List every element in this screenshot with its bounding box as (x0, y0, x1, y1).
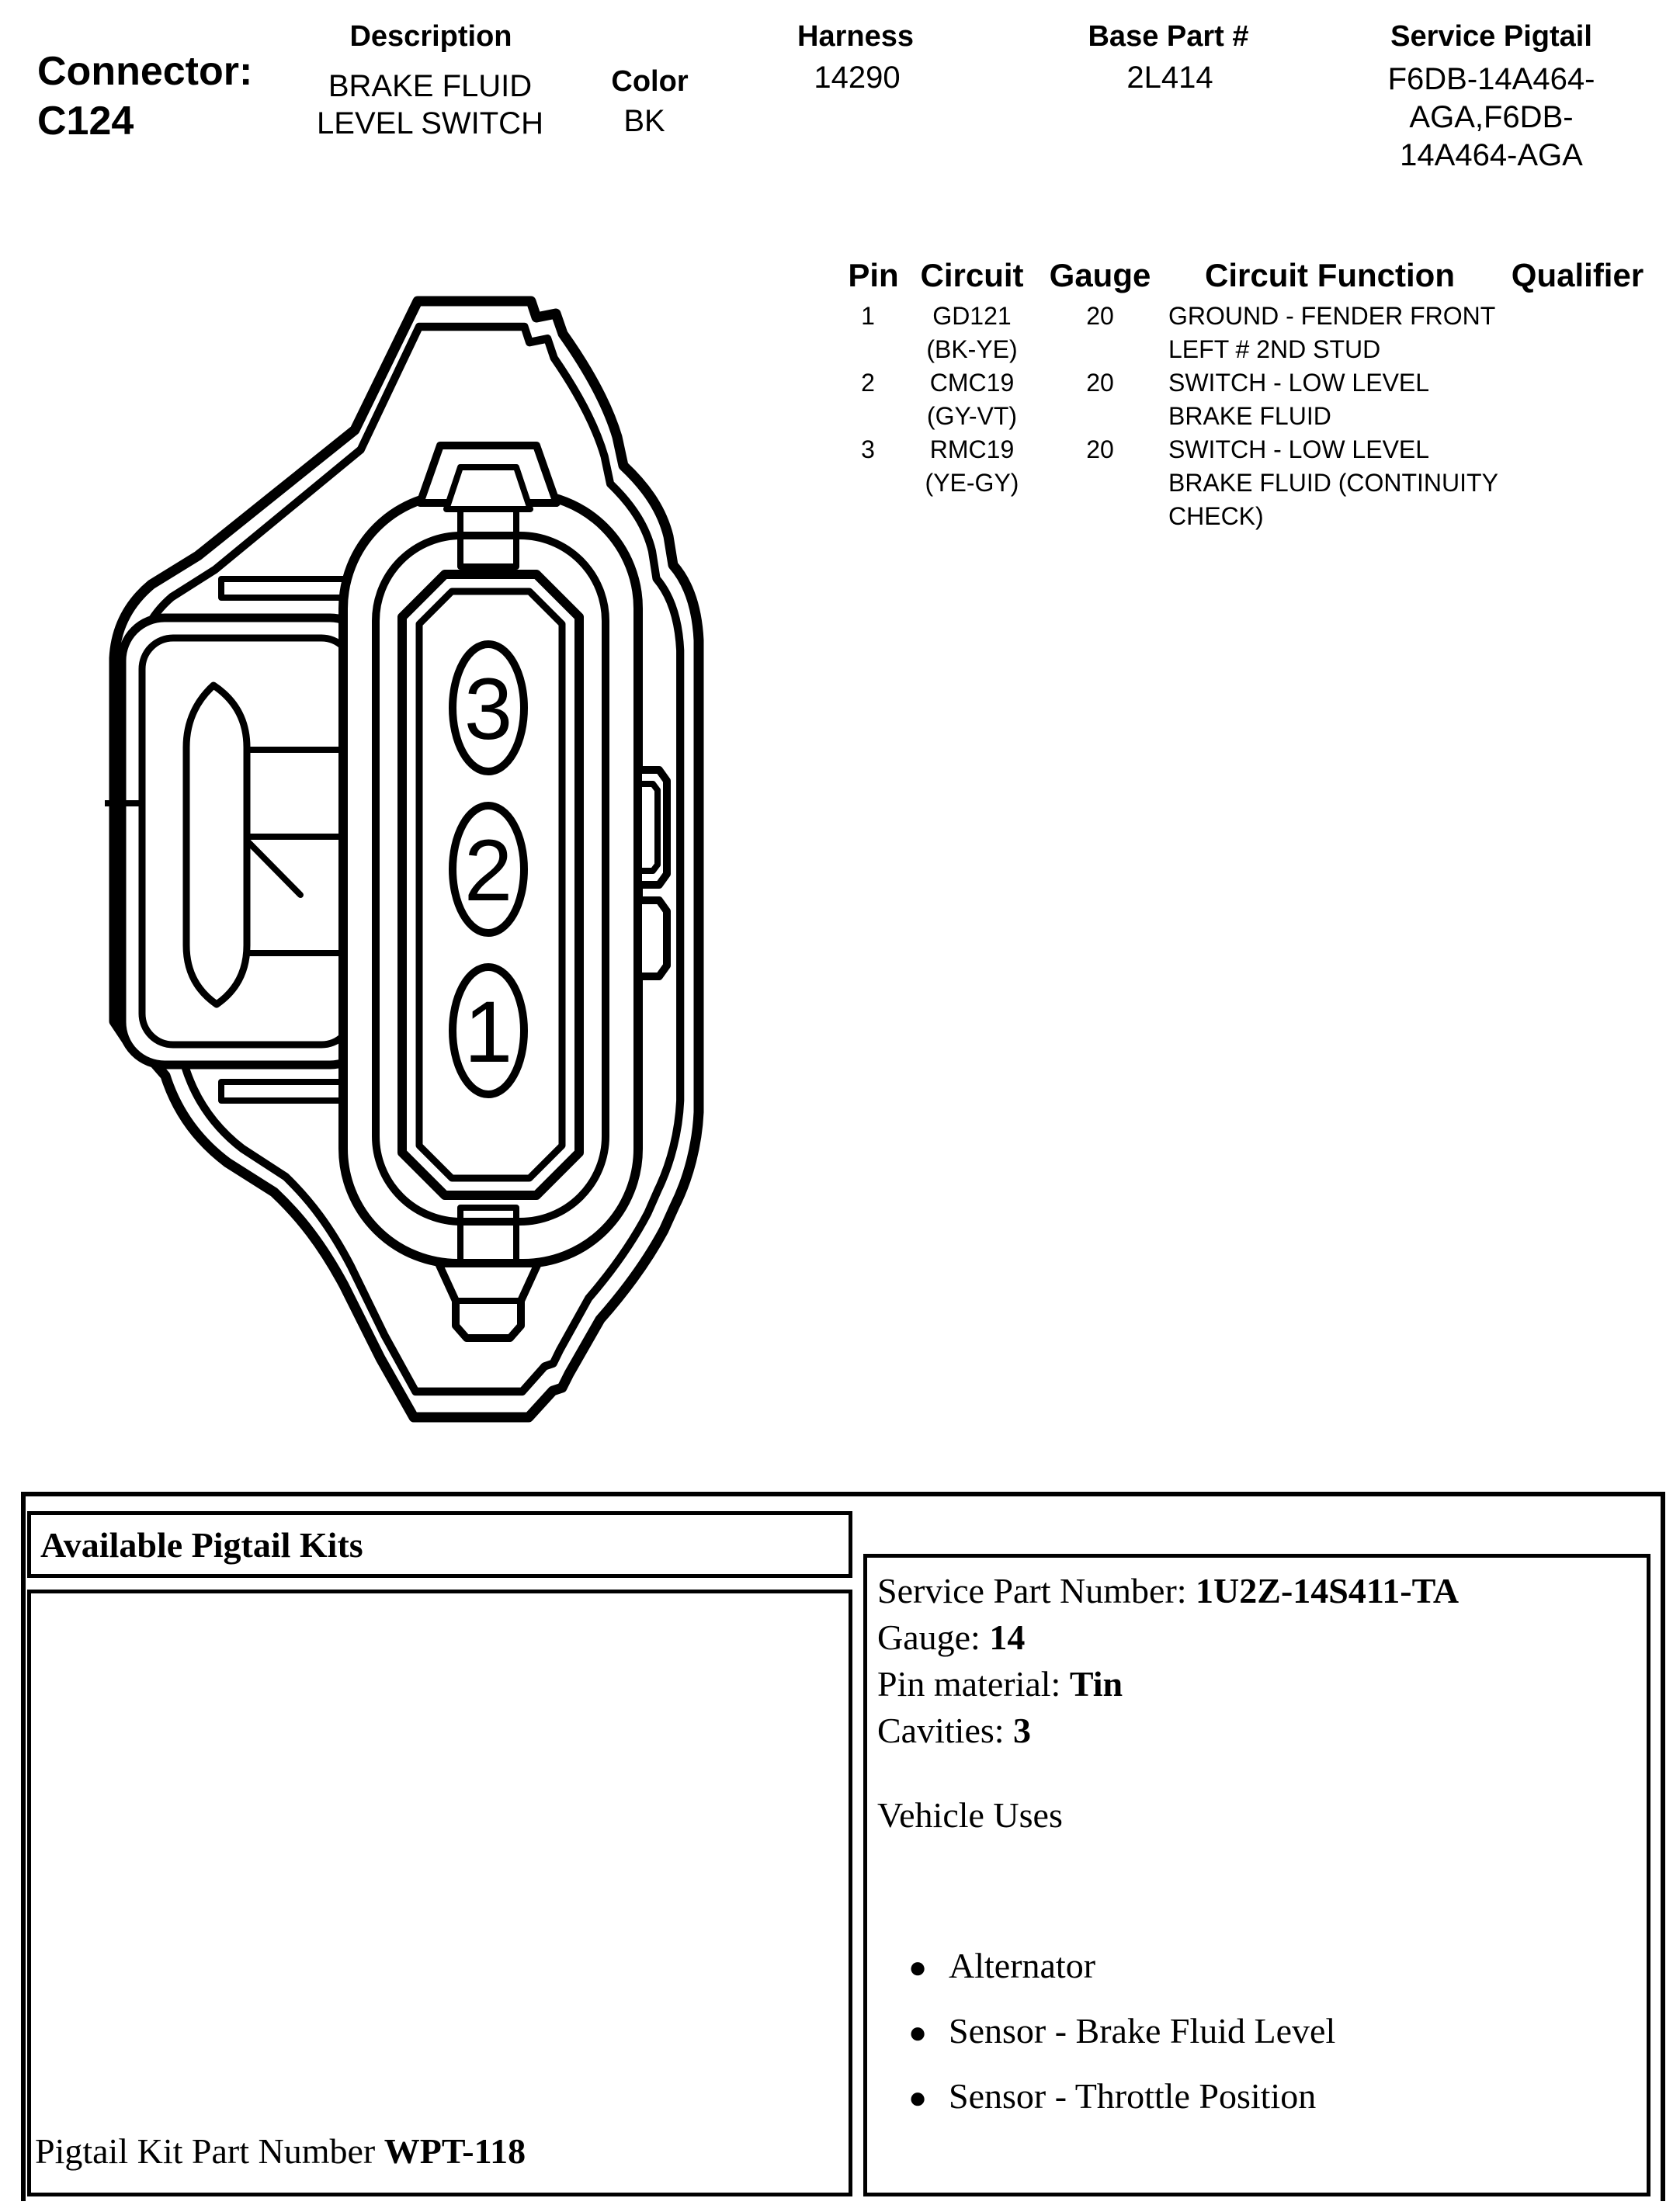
detail-value: 1U2Z-14S411-TA (1196, 1571, 1460, 1610)
pigtail-kit-part-number-line (35, 2131, 526, 2172)
description-line-2: LEVEL SWITCH (317, 106, 543, 140)
pigtail-kit-part-number-value: WPT-118 (384, 2131, 526, 2171)
vehicle-use-item (877, 1934, 1335, 1999)
detail-gauge (877, 1614, 1459, 1661)
circuit-color: (BK-YE) (926, 335, 1018, 363)
pin-table-header-gauge: Gauge (1049, 257, 1151, 293)
bullet-icon: ● (908, 2015, 928, 2050)
circuit-function-line: LEFT # 2ND STUD (1168, 335, 1381, 363)
circuit-function-line: BRAKE FLUID (CONTINUITY (1168, 469, 1498, 497)
base-part-value: 2L414 (1126, 61, 1213, 95)
pigtail-kit-part-number-label: Pigtail Kit Part Number (35, 2131, 384, 2171)
pin-number: 2 (861, 369, 875, 397)
color-value: BK (623, 104, 665, 138)
vehicle-use-item (877, 1999, 1335, 2065)
circuit-color: (YE-GY) (925, 469, 1019, 497)
connector-id: C124 (37, 99, 134, 144)
circuit-name: CMC19 (929, 369, 1015, 397)
harness-column-header: Harness (797, 20, 914, 53)
bullet-icon: ● (908, 1950, 928, 1985)
circuit-function-line: BRAKE FLUID (1168, 402, 1331, 430)
detail-value: 14 (989, 1617, 1026, 1657)
available-pigtail-kits-header (27, 1511, 852, 1578)
base-part-column-header: Base Part # (1088, 20, 1249, 53)
available-pigtail-kits-title: Available Pigtail Kits (40, 1524, 363, 1565)
color-column-header: Color (611, 65, 689, 98)
service-pigtail-line-3: 14A464-AGA (1400, 138, 1583, 172)
circuit-function-line: SWITCH - LOW LEVEL (1168, 369, 1430, 397)
circuit-function-line: GROUND - FENDER FRONT (1168, 302, 1496, 330)
gauge-value: 20 (1086, 302, 1114, 330)
circuit-name: GD121 (932, 302, 1012, 330)
vehicle-use-label: Alternator (949, 1946, 1096, 1985)
description-column-header: Description (349, 20, 512, 53)
pin-table-header-circuit: Circuit (920, 257, 1024, 293)
vehicle-uses-heading: Vehicle Uses (877, 1795, 1063, 1835)
ring-top-tab-inner (446, 467, 530, 509)
circuit-function-line: CHECK) (1168, 502, 1264, 530)
description-value (317, 68, 543, 142)
pigtail-kit-cell (27, 1590, 852, 2196)
bullet-icon: ● (908, 2080, 928, 2115)
service-pigtail-value (1388, 61, 1595, 175)
keyway-blade (186, 685, 247, 1004)
detail-value: Tin (1069, 1664, 1123, 1704)
detail-value: 3 (1013, 1711, 1032, 1750)
vehicle-uses-list (877, 1934, 1335, 2130)
detail-label: Service Part Number: (877, 1571, 1196, 1610)
gauge-value: 20 (1086, 435, 1114, 463)
detail-label: Gauge: (877, 1617, 990, 1657)
circuit-function-line: SWITCH - LOW LEVEL (1168, 435, 1430, 463)
harness-value: 14290 (814, 61, 901, 95)
vehicle-use-item (877, 2065, 1335, 2130)
circuit-color: (GY-VT) (926, 402, 1018, 430)
circuit-name: RMC19 (929, 435, 1015, 463)
connector-title (37, 47, 252, 146)
pin-cavity-label-1: 1 (463, 983, 513, 1080)
detail-service-part-number (877, 1568, 1459, 1614)
pin-cavity-label-2: 2 (463, 822, 513, 919)
gauge-value: 20 (1086, 369, 1114, 397)
detail-label: Cavities: (877, 1711, 1014, 1750)
connector-title-label: Connector: (37, 49, 253, 94)
service-pigtail-column-header: Service Pigtail (1390, 20, 1592, 53)
pin-table-header-function: Circuit Function (1205, 257, 1455, 293)
service-pigtail-line-2: AGA,F6DB- (1409, 100, 1574, 134)
right-latch-tab-lower (638, 900, 667, 976)
detail-cavities (877, 1708, 1459, 1754)
description-line-1: BRAKE FLUID (328, 69, 533, 103)
detail-pin-material (877, 1661, 1459, 1708)
pin-table-header-qualifier: Qualifier (1511, 257, 1644, 293)
vehicle-use-label: Sensor - Brake Fluid Level (949, 2011, 1336, 2051)
detail-label: Pin material: (877, 1664, 1070, 1704)
pigtail-detail-list (877, 1568, 1459, 1754)
pin-number: 3 (861, 435, 875, 463)
pin-number: 1 (861, 302, 875, 330)
vehicle-use-label: Sensor - Throttle Position (949, 2076, 1317, 2116)
pin-cavity-label-3: 3 (463, 660, 513, 758)
service-pigtail-line-1: F6DB-14A464- (1387, 62, 1595, 96)
pin-table-header-pin: Pin (848, 257, 899, 293)
connector-face-diagram (105, 293, 804, 1427)
